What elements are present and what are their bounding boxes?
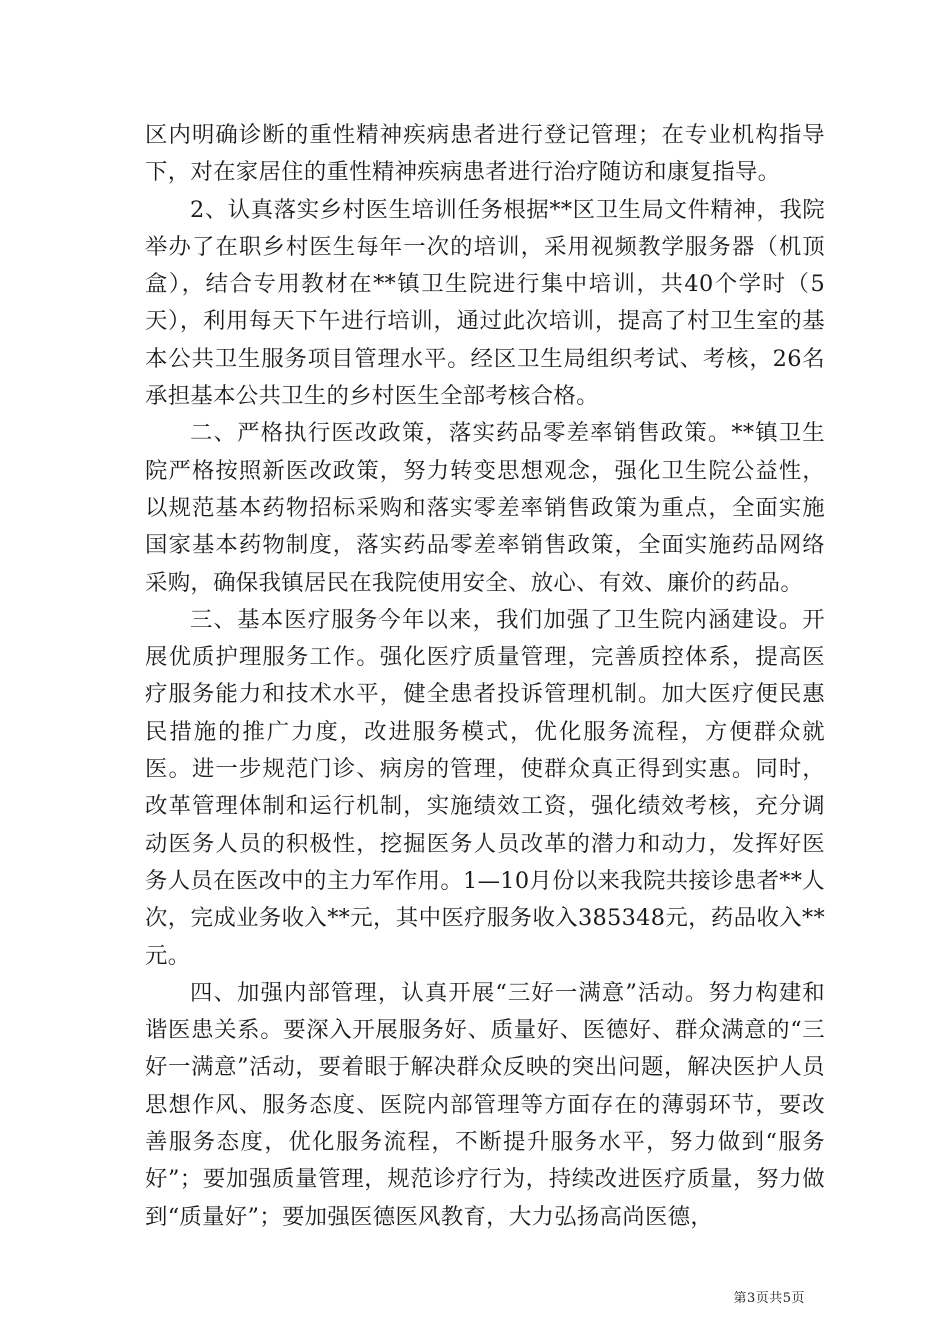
page-number: 第3页共5页 — [733, 1291, 805, 1306]
paragraph-5: 四、加强内部管理，认真开展“三好一满意”活动。努力构建和谐医患关系。要深入开展服务好、质量好、医德好、群众满意的“三好一满意”活动，要着眼于解决群众反映的突出问题，解决医护人员思想作风、服务态度、医院内部管理等方面存在的薄弱环节，要改善服务态度，优化服务流程，不断提升服务水平，努力做到“服务好”；要加强质量管理，规范诊疗行为，持续改进医疗质量，努力做到“质量好”；要加强医德医风教育，大力弘扬高尚医德， — [145, 979, 825, 1230]
paragraph-1: 区内明确诊断的重性精神疾病患者进行登记管理；在专业机构指导下，对在家居住的重性精神疾病患者进行治疗随访和康复指导。 — [145, 122, 825, 186]
paragraph-2: 2、认真落实乡村医生培训任务根据**区卫生局文件精神，我院举办了在职乡村医生每年一次的培训，采用视频教学服务器（机顶盒），结合专用教材在**镇卫生院进行集中培训，共40个学时（5天），利用每天下午进行培训，通过此次培训，提高了村卫生室的基本公共卫生服务项目管理水平。经区卫生局组织考试、考核，26名承担基本公共卫生的乡村医生全部考核合格。 — [145, 196, 825, 410]
paragraph-4: 三、基本医疗服务今年以来，我们加强了卫生院内涵建设。开展优质护理服务工作。强化医疗质量管理，完善质控体系，提高医疗服务能力和技术水平，健全患者投诉管理机制。加大医疗便民惠民措施的推广力度，改进服务模式，优化服务流程，方便群众就医。进一步规范门诊、病房的管理，使群众真正得到实惠。同时，改革管理体制和运行机制，实施绩效工资，强化绩效考核，充分调动医务人员的积极性，挖掘医务人员改革的潜力和动力，发挥好医务人员在医改中的主力军作用。1—10月份以来我院共接诊患者**人次，完成业务收入**元，其中医疗服务收入385348元，药品收入**元。 — [145, 606, 825, 969]
document-body — [145, 117, 825, 1236]
paragraph-3: 二、严格执行医改政策，落实药品零差率销售政策。**镇卫生院严格按照新医改政策，努力转变思想观念，强化卫生院公益性，以规范基本药物招标采购和落实零差率销售政策为重点，全面实施国家基本药物制度，落实药品零差率销售政策，全面实施药品网络采购，确保我镇居民在我院使用安全、放心、有效、廉价的药品。 — [145, 420, 825, 596]
